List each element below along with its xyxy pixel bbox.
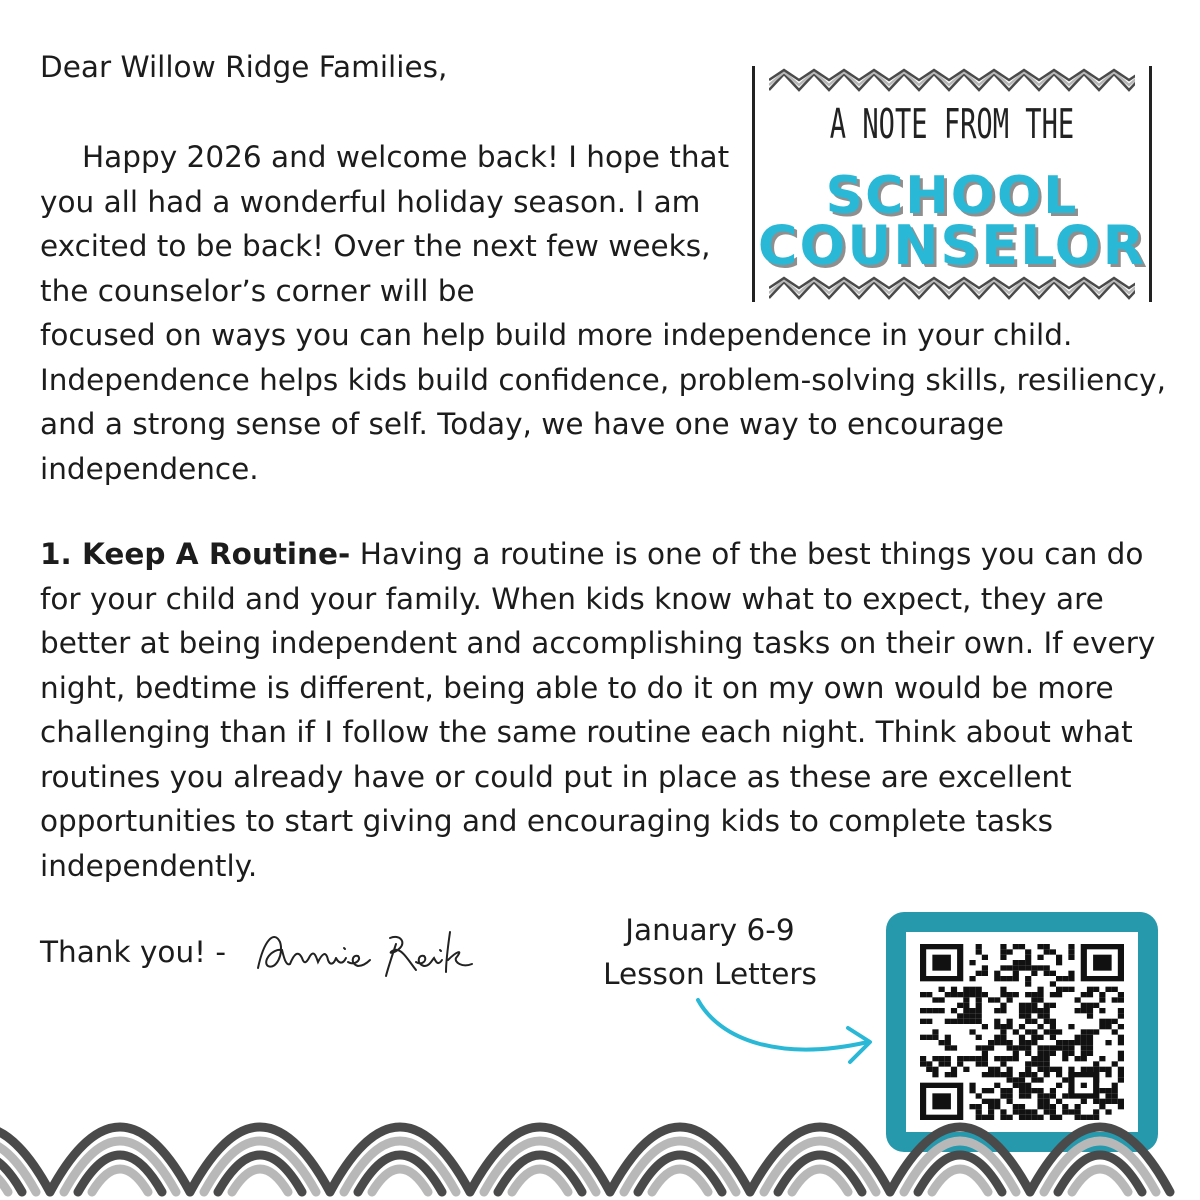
qr-module xyxy=(1013,1051,1019,1056)
qr-module xyxy=(1025,1003,1031,1008)
qr-module xyxy=(994,1035,1000,1040)
qr-caption-title: Lesson Letters xyxy=(603,957,817,991)
qr-module xyxy=(1025,1029,1031,1034)
qr-module xyxy=(1025,955,1031,960)
qr-module xyxy=(1062,1056,1068,1061)
counselor-note-badge xyxy=(752,66,1152,302)
qr-module xyxy=(920,1008,926,1013)
qr-module xyxy=(1007,1045,1013,1050)
qr-module xyxy=(1105,1019,1111,1024)
qr-module xyxy=(1037,1051,1043,1056)
qr-module xyxy=(1118,1024,1124,1029)
qr-module xyxy=(969,1056,975,1061)
qr-caption-date: January 6-9 xyxy=(625,913,795,947)
qr-module xyxy=(994,997,1000,1002)
qr-module xyxy=(1037,1008,1043,1013)
qr-module xyxy=(1037,1024,1043,1029)
qr-module xyxy=(1044,1019,1050,1024)
wave-arc xyxy=(372,1169,428,1192)
qr-module xyxy=(994,1019,1000,1024)
qr-module xyxy=(969,987,975,992)
qr-module xyxy=(1044,965,1050,970)
qr-module xyxy=(963,997,969,1002)
qr-module xyxy=(1056,1029,1062,1034)
qr-module xyxy=(1087,1051,1093,1056)
qr-module xyxy=(1087,1029,1093,1034)
qr-module xyxy=(1105,1040,1111,1045)
qr-module xyxy=(963,992,969,997)
qr-module xyxy=(939,1056,945,1061)
qr-module xyxy=(1081,992,1087,997)
qr-module xyxy=(951,1008,957,1013)
qr-module xyxy=(1118,1013,1124,1018)
qr-module xyxy=(1031,1040,1037,1045)
qr-module xyxy=(1013,992,1019,997)
qr-module xyxy=(1044,1029,1050,1034)
zigzag-bottom-decoration xyxy=(769,274,1135,302)
qr-module xyxy=(1037,1035,1043,1040)
qr-module xyxy=(1099,1008,1105,1013)
qr-module xyxy=(1013,971,1019,976)
qr-module xyxy=(1056,987,1062,992)
qr-module xyxy=(982,1024,988,1029)
zigzag-top-decoration xyxy=(769,66,1135,94)
qr-module xyxy=(1013,960,1019,965)
qr-module xyxy=(963,987,969,992)
qr-module xyxy=(969,1013,975,1018)
qr-module xyxy=(1013,965,1019,970)
qr-module xyxy=(1025,1019,1031,1024)
qr-module xyxy=(1025,1013,1031,1018)
qr-module xyxy=(1099,997,1105,1002)
qr-module xyxy=(1056,1040,1062,1045)
badge-title-line2: SCHOOL xyxy=(825,166,1079,226)
qr-module xyxy=(932,1029,938,1034)
qr-module xyxy=(969,1008,975,1013)
qr-module xyxy=(1044,1045,1050,1050)
wave-arc xyxy=(652,1169,708,1192)
qr-module xyxy=(1050,981,1056,986)
qr-module xyxy=(1044,971,1050,976)
qr-module xyxy=(957,992,963,997)
qr-module xyxy=(926,1035,932,1040)
qr-module xyxy=(976,1003,982,1008)
qr-module xyxy=(969,976,975,981)
qr-module xyxy=(1099,992,1105,997)
qr-module xyxy=(1037,997,1043,1002)
qr-module xyxy=(1000,992,1006,997)
qr-module xyxy=(988,1045,994,1050)
qr-module xyxy=(994,1040,1000,1045)
qr-module xyxy=(945,1035,951,1040)
qr-module xyxy=(1044,1003,1050,1008)
qr-module xyxy=(1112,997,1118,1002)
qr-module xyxy=(1081,1051,1087,1056)
wave-arc xyxy=(232,1169,288,1192)
qr-module xyxy=(1037,987,1043,992)
qr-module xyxy=(1037,992,1043,997)
qr-module xyxy=(951,987,957,992)
qr-module xyxy=(1118,1056,1124,1061)
qr-module xyxy=(1013,976,1019,981)
wave-arc xyxy=(512,1169,568,1192)
qr-module xyxy=(982,1056,988,1061)
qr-module xyxy=(1031,992,1037,997)
qr-module xyxy=(1019,1008,1025,1013)
qr-module xyxy=(1019,1035,1025,1040)
qr-module xyxy=(1068,955,1074,960)
qr-module xyxy=(1087,992,1093,997)
qr-module xyxy=(957,1019,963,1024)
qr-module xyxy=(1007,997,1013,1002)
qr-module xyxy=(1050,1003,1056,1008)
qr-module xyxy=(1050,949,1056,954)
qr-module xyxy=(1037,965,1043,970)
qr-module xyxy=(1031,1019,1037,1024)
qr-module xyxy=(1050,1051,1056,1056)
qr-module xyxy=(976,1008,982,1013)
qr-module xyxy=(1068,1051,1074,1056)
qr-module xyxy=(951,1019,957,1024)
qr-module xyxy=(1081,1029,1087,1034)
qr-module xyxy=(963,1003,969,1008)
qr-module xyxy=(1068,971,1074,976)
qr-module xyxy=(920,1019,926,1024)
qr-module xyxy=(1075,1008,1081,1013)
qr-module xyxy=(1118,1040,1124,1045)
qr-module xyxy=(1000,976,1006,981)
qr-module xyxy=(1050,1045,1056,1050)
qr-module xyxy=(926,1019,932,1024)
qr-module xyxy=(1099,1019,1105,1024)
qr-module xyxy=(1019,965,1025,970)
closing: Thank you! - xyxy=(40,935,227,969)
qr-module xyxy=(945,1019,951,1024)
wave-border-decoration xyxy=(0,1062,1200,1200)
qr-module xyxy=(1112,1019,1118,1024)
qr-module xyxy=(1093,1003,1099,1008)
qr-module xyxy=(963,1056,969,1061)
qr-module xyxy=(982,1051,988,1056)
qr-module xyxy=(1050,1019,1056,1024)
badge-title-line3: COUNSELOR xyxy=(757,214,1147,277)
qr-module xyxy=(1056,976,1062,981)
intro-first-part: Happy 2026 and welcome back! I hope that you all had a wonderful holiday season. I am excited to be back! Over the next few weeks, the counselor’s corner will be xyxy=(40,140,730,308)
qr-module xyxy=(1118,1008,1124,1013)
qr-module xyxy=(1050,992,1056,997)
qr-module xyxy=(1013,944,1019,949)
qr-module xyxy=(1031,1008,1037,1013)
qr-module xyxy=(939,997,945,1002)
qr-module xyxy=(1075,997,1081,1002)
qr-module xyxy=(988,997,994,1002)
qr-module xyxy=(976,992,982,997)
qr-module xyxy=(1000,965,1006,970)
qr-module xyxy=(1019,960,1025,965)
qr-module xyxy=(1025,965,1031,970)
qr-module xyxy=(1031,997,1037,1002)
qr-module xyxy=(1031,1003,1037,1008)
qr-module xyxy=(1056,960,1062,965)
qr-module xyxy=(1087,1045,1093,1050)
qr-module xyxy=(957,1013,963,1018)
qr-module xyxy=(976,949,982,954)
qr-module xyxy=(1081,1035,1087,1040)
qr-module xyxy=(1031,1035,1037,1040)
qr-module xyxy=(963,1019,969,1024)
qr-module xyxy=(1099,1056,1105,1061)
greeting: Dear Willow Ridge Families, xyxy=(40,50,448,84)
qr-module xyxy=(976,987,982,992)
qr-module xyxy=(957,1003,963,1008)
qr-module xyxy=(969,1019,975,1024)
qr-module xyxy=(957,1056,963,1061)
qr-module xyxy=(920,1056,926,1061)
qr-module xyxy=(1025,992,1031,997)
qr-module xyxy=(1037,955,1043,960)
wave-arc xyxy=(1072,1169,1128,1192)
qr-module xyxy=(932,1008,938,1013)
qr-module xyxy=(1025,976,1031,981)
qr-module xyxy=(932,1056,938,1061)
qr-module xyxy=(1112,1029,1118,1034)
qr-module xyxy=(1044,949,1050,954)
qr-module xyxy=(1007,976,1013,981)
qr-module xyxy=(1037,1056,1043,1061)
qr-module xyxy=(1068,949,1074,954)
qr-caption xyxy=(570,908,850,996)
qr-module xyxy=(1000,987,1006,992)
qr-module xyxy=(1025,1008,1031,1013)
qr-module xyxy=(982,1045,988,1050)
qr-module xyxy=(976,997,982,1002)
qr-module xyxy=(1068,1040,1074,1045)
qr-module xyxy=(1019,1024,1025,1029)
qr-module xyxy=(994,976,1000,981)
qr-module xyxy=(1081,1056,1087,1061)
qr-module xyxy=(1050,1035,1056,1040)
qr-module xyxy=(1025,949,1031,954)
qr-module xyxy=(932,997,938,1002)
qr-module xyxy=(994,1024,1000,1029)
qr-module xyxy=(1000,955,1006,960)
qr-module xyxy=(1068,1024,1074,1029)
wave-arc xyxy=(92,1169,148,1192)
qr-module xyxy=(1007,992,1013,997)
qr-module xyxy=(926,992,932,997)
qr-module xyxy=(1007,1056,1013,1061)
qr-module xyxy=(1093,1029,1099,1034)
qr-module xyxy=(1044,1051,1050,1056)
qr-module xyxy=(1068,944,1074,949)
qr-module xyxy=(1007,1024,1013,1029)
qr-module xyxy=(1050,1029,1056,1034)
qr-module xyxy=(976,1013,982,1018)
qr-module xyxy=(1087,1040,1093,1045)
qr-module xyxy=(939,1008,945,1013)
qr-module xyxy=(1013,1056,1019,1061)
qr-module xyxy=(1000,1024,1006,1029)
qr-module xyxy=(1068,1045,1074,1050)
qr-module xyxy=(1062,987,1068,992)
qr-module xyxy=(1031,971,1037,976)
qr-module xyxy=(1118,997,1124,1002)
qr-module xyxy=(1118,992,1124,997)
qr-module xyxy=(1000,1008,1006,1013)
qr-module xyxy=(976,1045,982,1050)
qr-module xyxy=(976,1056,982,1061)
qr-module xyxy=(994,1056,1000,1061)
intro-second-part: focused on ways you can help build more independence in your child. Independence helps kids build confidence, problem-solving skills, resiliency, and a strong sense of self. Today, we have one way to encourage independence. xyxy=(40,318,1167,486)
qr-module xyxy=(1056,1045,1062,1050)
qr-module xyxy=(1056,955,1062,960)
qr-module xyxy=(1105,1024,1111,1029)
qr-module xyxy=(982,971,988,976)
qr-module xyxy=(994,971,1000,976)
qr-module xyxy=(1019,1013,1025,1018)
qr-module xyxy=(1118,1035,1124,1040)
qr-module xyxy=(1087,1013,1093,1018)
qr-module xyxy=(951,992,957,997)
qr-module xyxy=(932,955,951,971)
qr-module xyxy=(1000,1035,1006,1040)
qr-module xyxy=(1081,1003,1087,1008)
qr-module xyxy=(1019,1040,1025,1045)
qr-module xyxy=(939,1040,945,1045)
qr-module xyxy=(1044,1013,1050,1018)
qr-module xyxy=(932,1035,938,1040)
qr-module xyxy=(1044,1008,1050,1013)
qr-module xyxy=(1000,944,1006,949)
tip-title: 1. Keep A Routine- xyxy=(40,537,351,571)
qr-module xyxy=(1007,1040,1013,1045)
qr-module xyxy=(1093,987,1099,992)
qr-module xyxy=(1075,1056,1081,1061)
qr-module xyxy=(1081,1045,1087,1050)
qr-module xyxy=(976,1019,982,1024)
qr-module xyxy=(1050,1024,1056,1029)
qr-module xyxy=(1112,987,1118,992)
qr-module xyxy=(926,1008,932,1013)
qr-module xyxy=(1025,1051,1031,1056)
qr-module xyxy=(982,955,988,960)
qr-module xyxy=(969,1029,975,1034)
qr-module xyxy=(982,965,988,970)
qr-module xyxy=(963,1008,969,1013)
qr-module xyxy=(1044,1056,1050,1061)
qr-module xyxy=(1099,1024,1105,1029)
qr-module xyxy=(1093,955,1112,971)
qr-module xyxy=(1000,1029,1006,1034)
qr-module xyxy=(1075,1035,1081,1040)
qr-module xyxy=(994,1008,1000,1013)
qr-module xyxy=(945,1045,951,1050)
qr-module xyxy=(976,971,982,976)
signature xyxy=(250,920,490,990)
qr-module xyxy=(1118,1051,1124,1056)
qr-module xyxy=(1062,1051,1068,1056)
qr-module xyxy=(1025,1045,1031,1050)
qr-module xyxy=(1019,944,1025,949)
qr-module xyxy=(982,992,988,997)
qr-module xyxy=(1050,971,1056,976)
qr-module xyxy=(1000,949,1006,954)
qr-module xyxy=(1087,1035,1093,1040)
wave-arc xyxy=(792,1169,848,1192)
qr-module xyxy=(1019,1003,1025,1008)
qr-module xyxy=(945,1056,951,1061)
qr-module xyxy=(1081,1008,1087,1013)
qr-module xyxy=(988,1040,994,1045)
qr-module xyxy=(963,1013,969,1018)
qr-module xyxy=(945,1040,951,1045)
qr-module xyxy=(1025,960,1031,965)
qr-module xyxy=(1068,976,1074,981)
qr-module xyxy=(1087,987,1093,992)
qr-module xyxy=(969,960,975,965)
qr-module xyxy=(1000,1056,1006,1061)
qr-module xyxy=(945,992,951,997)
qr-module xyxy=(1007,965,1013,970)
qr-module xyxy=(1081,1040,1087,1045)
qr-module xyxy=(939,987,945,992)
wave-arc xyxy=(0,1127,50,1192)
badge-title-line1: A NOTE FROM THE xyxy=(829,99,1075,148)
qr-module xyxy=(1025,1040,1031,1045)
qr-module xyxy=(1105,987,1111,992)
qr-module xyxy=(1031,1056,1037,1061)
qr-module xyxy=(1007,1019,1013,1024)
qr-module xyxy=(1062,1045,1068,1050)
qr-module xyxy=(1087,1003,1093,1008)
qr-module xyxy=(1013,1045,1019,1050)
qr-module xyxy=(1037,1013,1043,1018)
qr-module xyxy=(1062,1040,1068,1045)
qr-module xyxy=(1037,944,1043,949)
qr-module xyxy=(920,1035,926,1040)
qr-module xyxy=(1056,992,1062,997)
qr-module xyxy=(1013,1029,1019,1034)
routine-tip xyxy=(40,532,1190,888)
qr-module xyxy=(976,1035,982,1040)
qr-module xyxy=(1019,1045,1025,1050)
qr-module xyxy=(951,1045,957,1050)
qr-module xyxy=(1007,949,1013,954)
qr-module xyxy=(1087,1008,1093,1013)
qr-module xyxy=(920,992,926,997)
qr-module xyxy=(1075,1040,1081,1045)
qr-module xyxy=(1062,976,1068,981)
qr-module xyxy=(1000,1040,1006,1045)
qr-module xyxy=(1025,981,1031,986)
tip-body: Having a routine is one of the best things you can do for your child and your family. When kids know what to expect, they are better at being independent and accomplishing tasks on their own. If every night, bedtime is different, being able to do it on my own would be more challenging than if I follow the same routine each night. Think about what routines you already have or could put in place as these are excellent opportunities to start giving and encouraging kids to complete tasks independently. xyxy=(40,537,1156,883)
qr-module xyxy=(969,992,975,997)
qr-module xyxy=(1044,944,1050,949)
qr-module xyxy=(1000,1003,1006,1008)
wave-arc xyxy=(932,1169,988,1192)
qr-module xyxy=(1031,1029,1037,1034)
qr-module xyxy=(1037,1045,1043,1050)
qr-module xyxy=(1068,987,1074,992)
qr-module xyxy=(1031,965,1037,970)
qr-module xyxy=(976,944,982,949)
